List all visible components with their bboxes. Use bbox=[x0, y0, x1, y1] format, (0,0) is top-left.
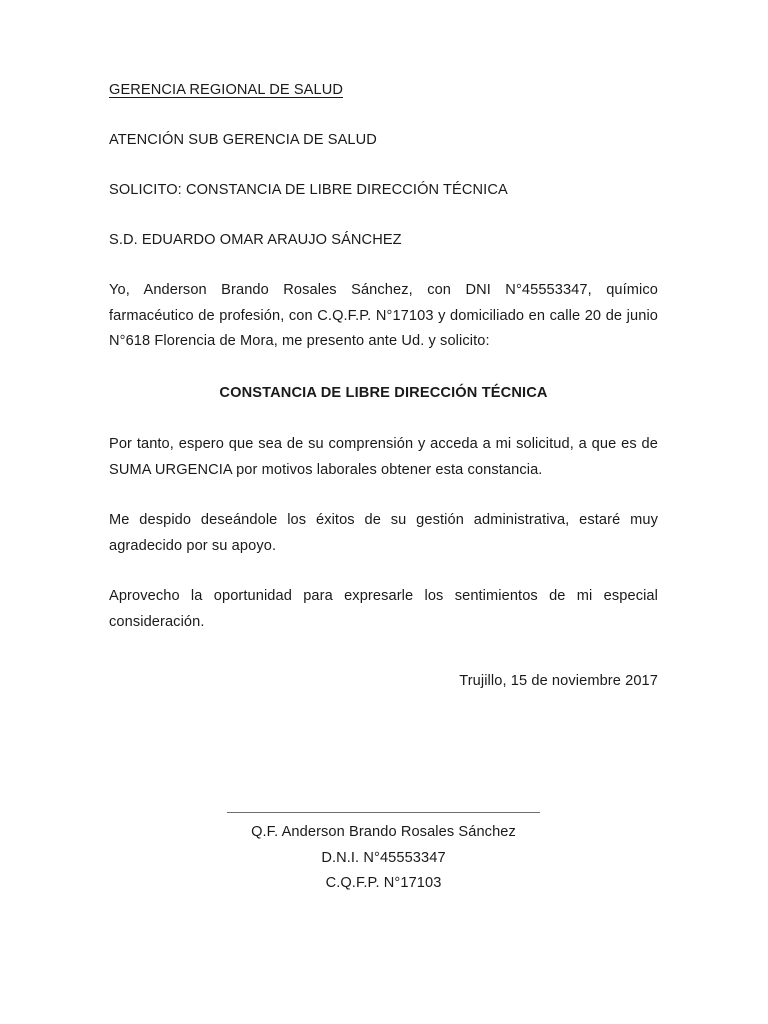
intro-paragraph: Yo, Anderson Brando Rosales Sánchez, con DNI N°45553347, químico farmacéutico de profesión, con C.Q.F.P. N°17103 y domiciliado en calle 20 de junio N°618 Florencia de Mora, me presento ante Ud. y solicito: bbox=[109, 282, 658, 349]
spacer bbox=[109, 635, 658, 669]
spacer bbox=[109, 254, 658, 279]
paragraph-me-despido: Me despido deseándole los éxitos de su gestión administrativa, estaré muy agradecido por su apoyo. bbox=[109, 512, 658, 554]
spacer bbox=[109, 104, 658, 129]
spacer bbox=[109, 204, 658, 229]
spacer bbox=[109, 406, 658, 432]
subject-title: CONSTANCIA DE LIBRE DIRECCIÓN TÉCNICA bbox=[219, 384, 548, 401]
spacer bbox=[109, 154, 658, 179]
signature-name: Q.F. Anderson Brando Rosales Sánchez bbox=[251, 824, 516, 840]
signature-block bbox=[109, 812, 658, 897]
heading-solicito: SOLICITO: CONSTANCIA DE LIBRE DIRECCIÓN TÉCNICA bbox=[109, 182, 508, 198]
spacer bbox=[109, 559, 658, 584]
paragraph-por-tanto: Por tanto, espero que sea de su comprensión y acceda a mi solicitud, a que es de SUMA URGENCIA por motivos laborales obtener esta constancia. bbox=[109, 436, 658, 478]
heading-atencion-sub-gerencia: ATENCIÓN SUB GERENCIA DE SALUD bbox=[109, 132, 377, 148]
heading-gerencia-regional-de-salud: GERENCIA REGIONAL DE SALUD bbox=[109, 82, 343, 98]
document-body bbox=[109, 78, 658, 695]
signature-dni: D.N.I. N°45553347 bbox=[321, 849, 446, 866]
date-line: Trujillo, 15 de noviembre 2017 bbox=[459, 673, 658, 689]
signature-rule bbox=[227, 812, 540, 813]
spacer bbox=[109, 483, 658, 508]
signature-cqfp: C.Q.F.P. N°17103 bbox=[325, 875, 442, 891]
spacer bbox=[109, 355, 658, 381]
paragraph-aprovecho: Aprovecho la oportunidad para expresarle los sentimientos de mi especial consideración. bbox=[109, 588, 658, 630]
heading-addressee: S.D. EDUARDO OMAR ARAUJO SÁNCHEZ bbox=[109, 232, 402, 248]
